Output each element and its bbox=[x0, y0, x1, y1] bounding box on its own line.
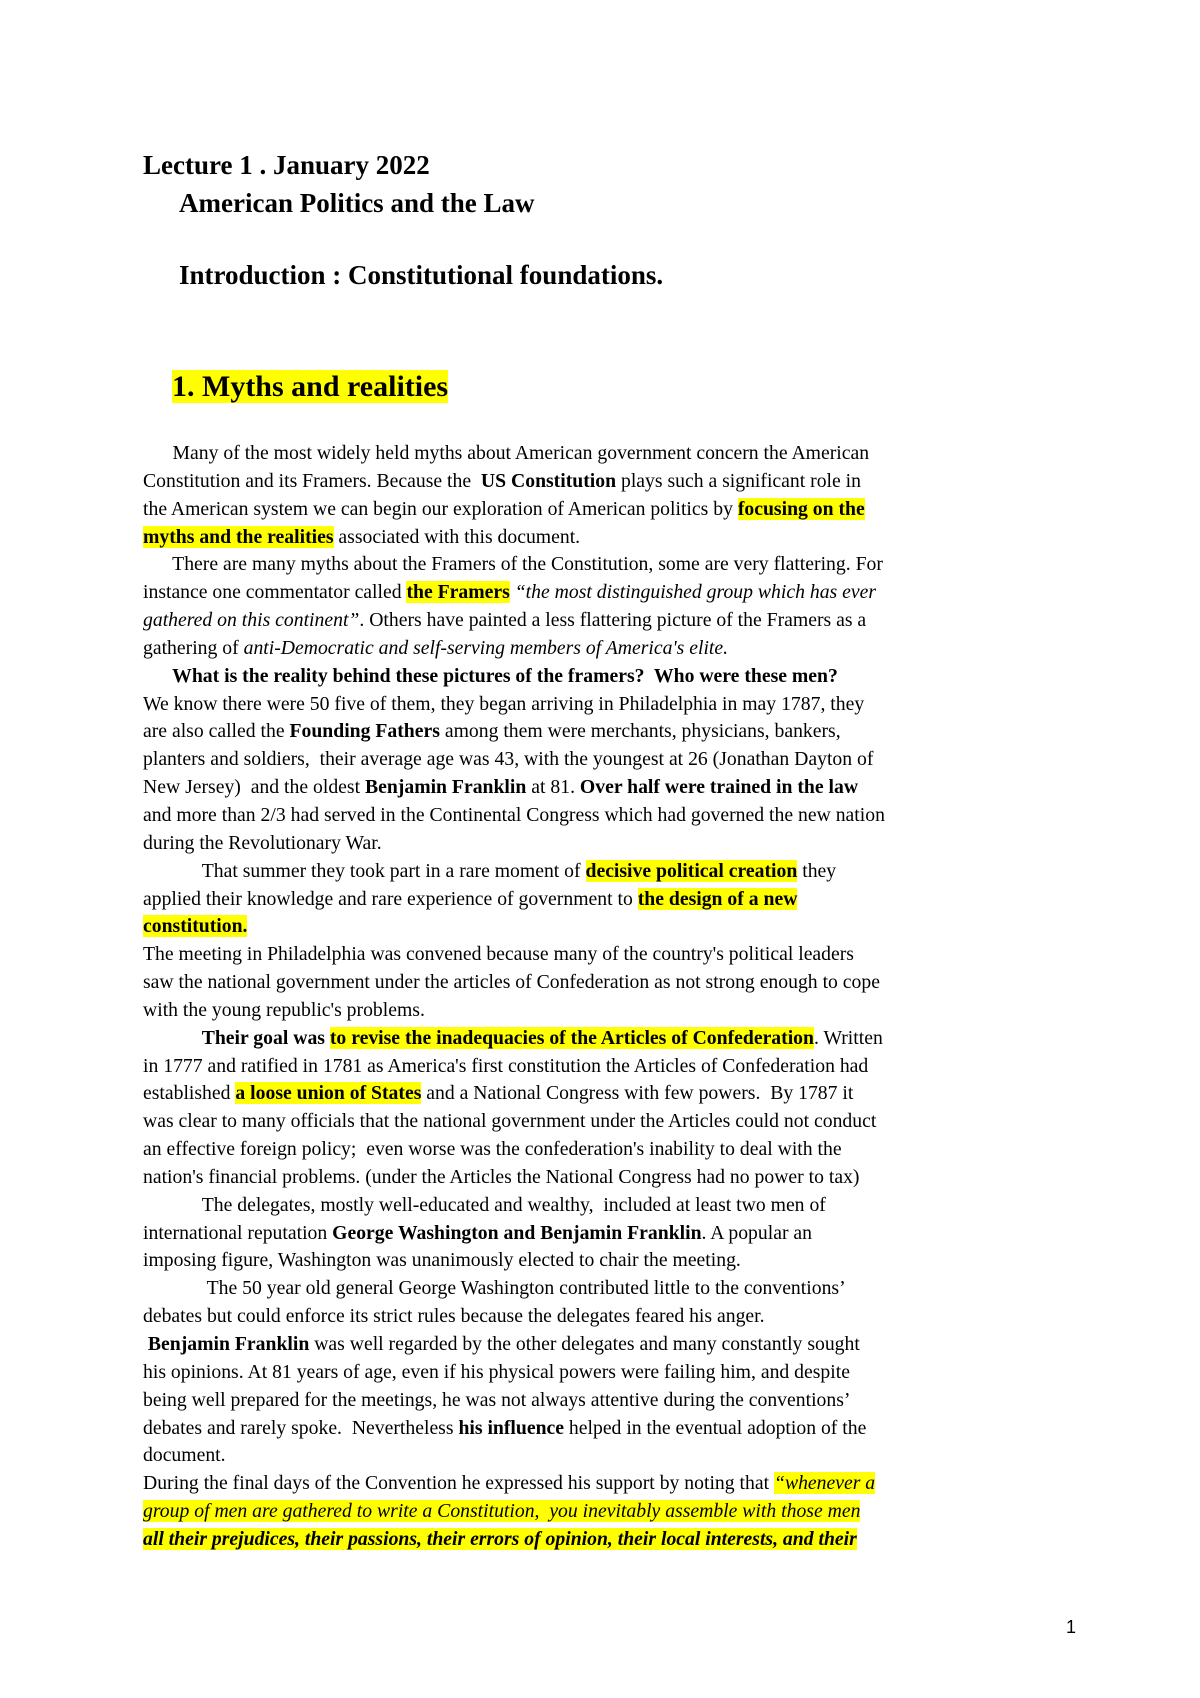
text-line bbox=[143, 663, 1063, 691]
text-line bbox=[143, 1470, 1063, 1498]
text-run: The 50 year old general George Washington contributed little to the conventions’ bbox=[143, 1277, 846, 1300]
text-line bbox=[143, 440, 1063, 468]
text-line bbox=[143, 1303, 1063, 1331]
text-line bbox=[143, 579, 1063, 607]
text-run: There are many myths about the Framers of the Constitution, some are very flattering. For bbox=[143, 553, 883, 576]
text-run: Benjamin Franklin bbox=[147, 1333, 310, 1355]
text-run: an effective foreign policy; even worse was the confederation's inability to deal with the bbox=[143, 1138, 842, 1161]
highlighted-text: decisive political creation bbox=[585, 859, 798, 882]
highlighted-text: to revise the inadequacies of the Articles of Confederation bbox=[329, 1026, 814, 1049]
text-line bbox=[143, 997, 1063, 1025]
text-line bbox=[143, 718, 1063, 746]
text-line bbox=[143, 1136, 1063, 1164]
text-run: anti-Democratic and self-serving members of America's elite. bbox=[243, 636, 729, 659]
text-line bbox=[143, 1498, 1063, 1526]
text-run: his influence bbox=[458, 1416, 564, 1439]
text-line bbox=[143, 774, 1063, 802]
text-run: planters and soldiers, their average age was 43, with the youngest at 26 (Jonathan Dayton of bbox=[143, 748, 874, 771]
highlighted-text: myths and the realities bbox=[143, 525, 334, 548]
text-run: in 1777 and ratified in 1781 as America's first constitution the Articles of Confederation had bbox=[143, 1054, 869, 1077]
text-run: gathered on this continent” bbox=[143, 609, 360, 632]
text-run: was well regarded by the other delegates and many constantly sought bbox=[309, 1333, 860, 1355]
highlighted-text: group of men are gathered to write a Constitution, you inevitably assemble with those men bbox=[143, 1500, 861, 1523]
section-heading-text: 1. Myths and realities bbox=[172, 370, 449, 403]
text-run: his opinions. At 81 years of age, even if his physical powers were failing him, and despite bbox=[143, 1360, 850, 1383]
text-line bbox=[143, 858, 1063, 886]
text-run: during the Revolutionary War. bbox=[143, 831, 382, 854]
text-line bbox=[143, 1275, 1063, 1303]
text-run: applied their knowledge and rare experience of government to bbox=[143, 887, 638, 910]
text-run: Constitution and its Framers. Because the bbox=[143, 469, 481, 492]
section-heading bbox=[172, 368, 448, 406]
text-line bbox=[143, 551, 1063, 579]
course-title: American Politics and the Law bbox=[179, 188, 535, 218]
document-header bbox=[143, 146, 663, 294]
text-run: document. bbox=[143, 1444, 226, 1467]
text-run: associated with this document. bbox=[333, 525, 581, 548]
text-run: debates and rarely spoke. Nevertheless bbox=[143, 1416, 459, 1439]
text-run: . Written bbox=[813, 1026, 883, 1049]
text-line bbox=[143, 607, 1063, 635]
text-run: The delegates, mostly well-educated and wealthy, included at least two men of bbox=[143, 1193, 826, 1216]
text-run: . Others have painted a less flattering picture of the Framers as a bbox=[359, 609, 867, 632]
text-line bbox=[143, 468, 1063, 496]
text-run: What is the reality behind these pictures of the framers? Who were these men? bbox=[143, 664, 838, 687]
highlighted-text: the Framers bbox=[406, 581, 510, 604]
text-run: nation's financial problems. (under the Articles the National Congress had no power to tax) bbox=[143, 1165, 860, 1188]
text-line bbox=[143, 1053, 1063, 1081]
page-number: 1 bbox=[1065, 1617, 1076, 1637]
text-line bbox=[143, 524, 1063, 552]
text-line bbox=[143, 1164, 1063, 1192]
text-line bbox=[143, 1192, 1063, 1220]
text-run: with the young republic's problems. bbox=[143, 998, 425, 1021]
text-line bbox=[143, 496, 1063, 524]
text-run: saw the national government under the articles of Confederation as not strong enough to cope bbox=[143, 971, 880, 994]
text-run: at 81. bbox=[526, 776, 580, 799]
text-run: and more than 2/3 had served in the Continental Congress which had governed the new nation bbox=[143, 803, 885, 826]
highlighted-text: a loose union of States bbox=[235, 1082, 422, 1105]
text-line bbox=[143, 1108, 1063, 1136]
text-run: That summer they took part in a rare moment of bbox=[143, 859, 586, 882]
text-line bbox=[143, 1387, 1063, 1415]
body-text bbox=[143, 440, 1063, 1554]
text-run: imposing figure, Washington was unanimously elected to chair the meeting. bbox=[143, 1249, 741, 1272]
text-line bbox=[143, 830, 1063, 858]
text-line bbox=[143, 913, 1063, 941]
text-line bbox=[143, 941, 1063, 969]
text-run: among them were merchants, physicians, bankers, bbox=[439, 720, 841, 743]
text-run: During the final days of the Convention he expressed his support by noting that bbox=[143, 1472, 774, 1495]
text-line bbox=[143, 1247, 1063, 1275]
text-run: established bbox=[143, 1082, 236, 1105]
text-line bbox=[143, 1415, 1063, 1443]
text-run: US Constitution bbox=[480, 469, 617, 492]
text-run: the American system we can begin our exploration of American politics by bbox=[143, 497, 738, 520]
text-run: instance one commentator called bbox=[143, 581, 407, 604]
highlighted-text: the design of a new bbox=[637, 887, 798, 910]
text-line bbox=[143, 802, 1063, 830]
text-run: being well prepared for the meetings, he was not always attentive during the conventions’ bbox=[143, 1388, 851, 1411]
highlighted-text: focusing on the bbox=[737, 497, 865, 520]
text-line bbox=[143, 886, 1063, 914]
text-run: gathering of bbox=[143, 636, 244, 659]
text-line bbox=[143, 969, 1063, 997]
text-run: Benjamin Franklin bbox=[364, 776, 527, 799]
text-run: they bbox=[797, 859, 837, 882]
text-line bbox=[143, 1442, 1063, 1470]
text-line bbox=[143, 1080, 1063, 1108]
text-run: George Washington and Benjamin Franklin bbox=[332, 1221, 702, 1244]
highlighted-text: “whenever a bbox=[774, 1472, 876, 1495]
text-run: We know there were 50 five of them, they began arriving in Philadelphia in may 1787, they bbox=[143, 692, 865, 715]
lecture-line: Lecture 1 . January 2022 bbox=[143, 150, 430, 180]
text-run: . A popular an bbox=[701, 1221, 812, 1244]
text-line bbox=[143, 1526, 1063, 1554]
text-line bbox=[143, 1220, 1063, 1248]
highlighted-text: all their prejudices, their passions, their errors of opinion, their local interests, and their bbox=[143, 1527, 857, 1550]
text-run: helped in the eventual adoption of the bbox=[564, 1416, 867, 1439]
highlighted-text: constitution. bbox=[143, 915, 248, 938]
text-run: and a National Congress with few powers. By 1787 it bbox=[421, 1082, 854, 1105]
text-run: Founding Fathers bbox=[289, 720, 440, 743]
text-run: international reputation bbox=[143, 1221, 333, 1244]
text-run: Over half were trained in the law bbox=[579, 776, 859, 799]
text-run: debates but could enforce its strict rules because the delegates feared his anger. bbox=[143, 1305, 765, 1328]
text-run: “the most distinguished group which has ever bbox=[514, 581, 877, 604]
text-run: Many of the most widely held myths about American government concern the American bbox=[143, 442, 870, 464]
intro-title: Introduction : Constitutional foundations. bbox=[179, 260, 664, 290]
text-run: The meeting in Philadelphia was convened because many of the country's political leaders bbox=[143, 943, 854, 966]
text-line bbox=[143, 691, 1063, 719]
text-run: Their goal was bbox=[143, 1026, 330, 1049]
text-run: was clear to many officials that the national government under the Articles could not conduct bbox=[143, 1110, 877, 1133]
text-run: are also called the bbox=[143, 720, 290, 743]
text-line bbox=[143, 635, 1063, 663]
text-line bbox=[143, 1359, 1063, 1387]
text-run: plays such a significant role in bbox=[616, 469, 861, 492]
text-line bbox=[143, 1331, 1063, 1359]
text-line bbox=[143, 746, 1063, 774]
text-line bbox=[143, 1025, 1063, 1053]
text-run: New Jersey) and the oldest bbox=[143, 776, 365, 799]
